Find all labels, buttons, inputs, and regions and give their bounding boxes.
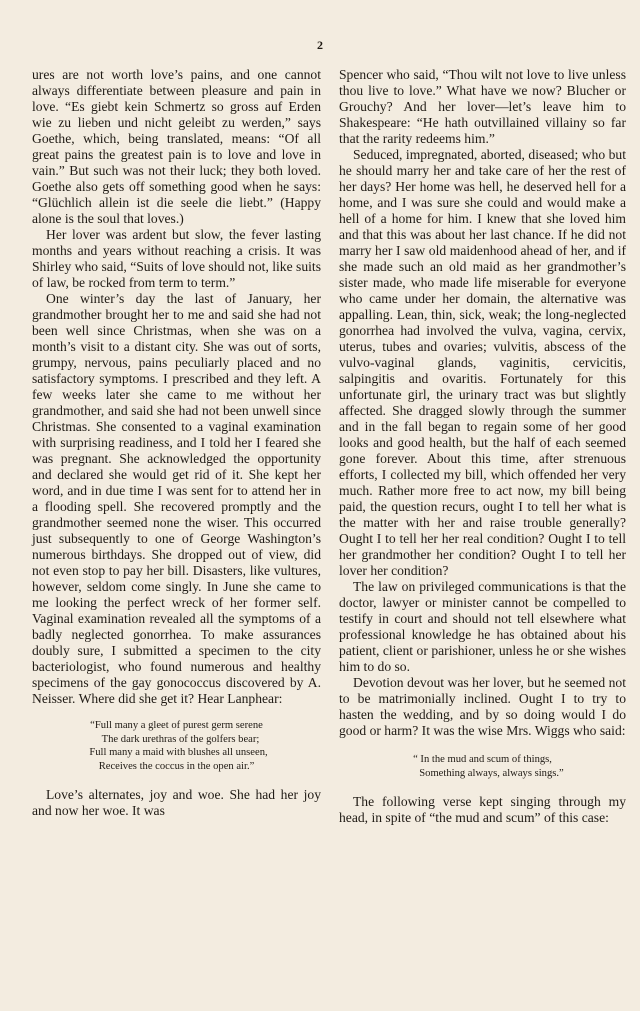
paragraph: Spencer who said, “Thou wilt not love to live unless thou live to love.” What have we now? Blucher or Grouchy? And her lover—let’s leave him to Shakespeare: “He hath outvillained villainy so far that the rarity redeems him.” [339, 67, 626, 146]
paragraph: Seduced, impregnated, aborted, diseased; who but he should marry her and take care of her the rest of her days? Her home was hell, he deserved hell for a home, and I was sure she could and would make a hell of a home for him. I knew that she loved him and that this was about her last chance. If he did not marry her I saw old maidenhood ahead of her, and if she made such an old maid as her grandmother’s sister made, who made life miserable for everyone who came under her domain, the alternative was appalling. Lean, thin, sick, weak; the long-neglected gonorrhea had involved the vulva, vagina, cervix, uterus, tubes and ovaries; vulvitis, abscess of the vulvo-vaginal glands, vaginitis, cervicitis, salpingitis and ovaritis. Fortunately for this unfortunate girl, the urinary tract was but slightly affected. She dragged slowly through the summer and in the fall began to regain some of her good looks and good health, but the half of each seemed gone forever. About this time, after strenuous efforts, I collected my bill, which offended her very much. Rather more free to act now, my bill being paid, the question recurs, ought I to tell her what is the matter with her and raise trouble generally? Ought I to tell her her real condition? Ought I to tell her grandmother her condition? Ought I to tell her lover her condition? [339, 147, 626, 578]
paragraph: Devotion devout was her lover, but he seemed not to be matrimonially inclined. Ought I to try to hasten the wedding, and by so doing would I do good or harm? It was the wise Mrs. Wiggs who said: [339, 675, 626, 738]
verse-line: “Full many a gleet of purest germ serene [90, 720, 263, 731]
right-column [339, 67, 626, 826]
verse-quote [339, 753, 626, 780]
paragraph: One winter’s day the last of January, her grandmother brought her to me and said she had not been well since Christmas, when she was on a month’s visit to a distant city. She was out of sorts, grumpy, nervous, pains peculiarly placed and no satisfactory symptoms. I prescribed and they left. A few weeks later she came to me without her grandmother, and said she had not been unwell since Christmas. She consented to a vaginal examination with surprising readiness, and I told her I feared she was pregnant. She acknowledged the opportunity and declared she would get rid of it. She kept her word, and in due time I was sent for to attend her in a flooding spell. She recovered promptly and the grandmother seemed none the wiser. This occurred just subsequently to one of George Washington’s numerous birthdays. She dropped out of view, did not even stop to pay her bill. Disasters, like vultures, however, seldom come singly. In June she came to me looking the perfect wreck of her former self. Vaginal examination revealed all the symptoms of a badly neglected gonorrhea. To make assurances doubly sure, I submitted a specimen to the city bacteriologist, who found numerous and healthy specimens of the gay gonococcus discovered by A. Neisser. Where did she get it? Hear Lanphear: [32, 291, 321, 706]
paragraph: Her lover was ardent but slow, the fever lasting months and years without reaching a crisis. It was Shirley who said, “Suits of love should not, like suits of law, be rocked from term to term.” [32, 227, 321, 290]
paragraph: The following verse kept singing through my head, in spite of “the mud and scum” of this case: [339, 794, 626, 825]
paragraph: The law on privileged communications is that the doctor, lawyer or minister cannot be compelled to testify in court and should not tell elsewhere what professional knowledge he has obtained about his patient, client or parishioner, unless he or she wishes him to do so. [339, 579, 626, 674]
verse-line: Full many a maid with blushes all unseen, [89, 747, 268, 758]
verse-line: Receives the coccus in the open air.” [98, 760, 255, 772]
paragraph: Love’s alternates, joy and woe. She had her joy and now her woe. It was [32, 787, 321, 818]
verse-line: “ In the mud and scum of things, [413, 754, 552, 765]
paragraph: ures are not worth love’s pains, and one cannot always differentiate between pleasure and pain in love. “Es giebt kein Schmertz so gross auf Erden wie zu lieben und nicht geleibt zu werden,” says Goethe, which, being translated, means: “Of all great pains the greatest pain is to love and love in vain.” But such was not their luck; they both loved. Goethe also gets off something good when he says: “Glüchlich allein ist die seele die liebt.” (Happy alone is the soul that loves.) [32, 67, 321, 226]
verse-quote [32, 719, 321, 773]
left-column [32, 67, 321, 819]
verse-line: The dark urethras of the golfers bear; [101, 733, 260, 745]
page-number: 2 [317, 38, 323, 52]
verse-line: Something always, always sings.” [419, 767, 564, 779]
